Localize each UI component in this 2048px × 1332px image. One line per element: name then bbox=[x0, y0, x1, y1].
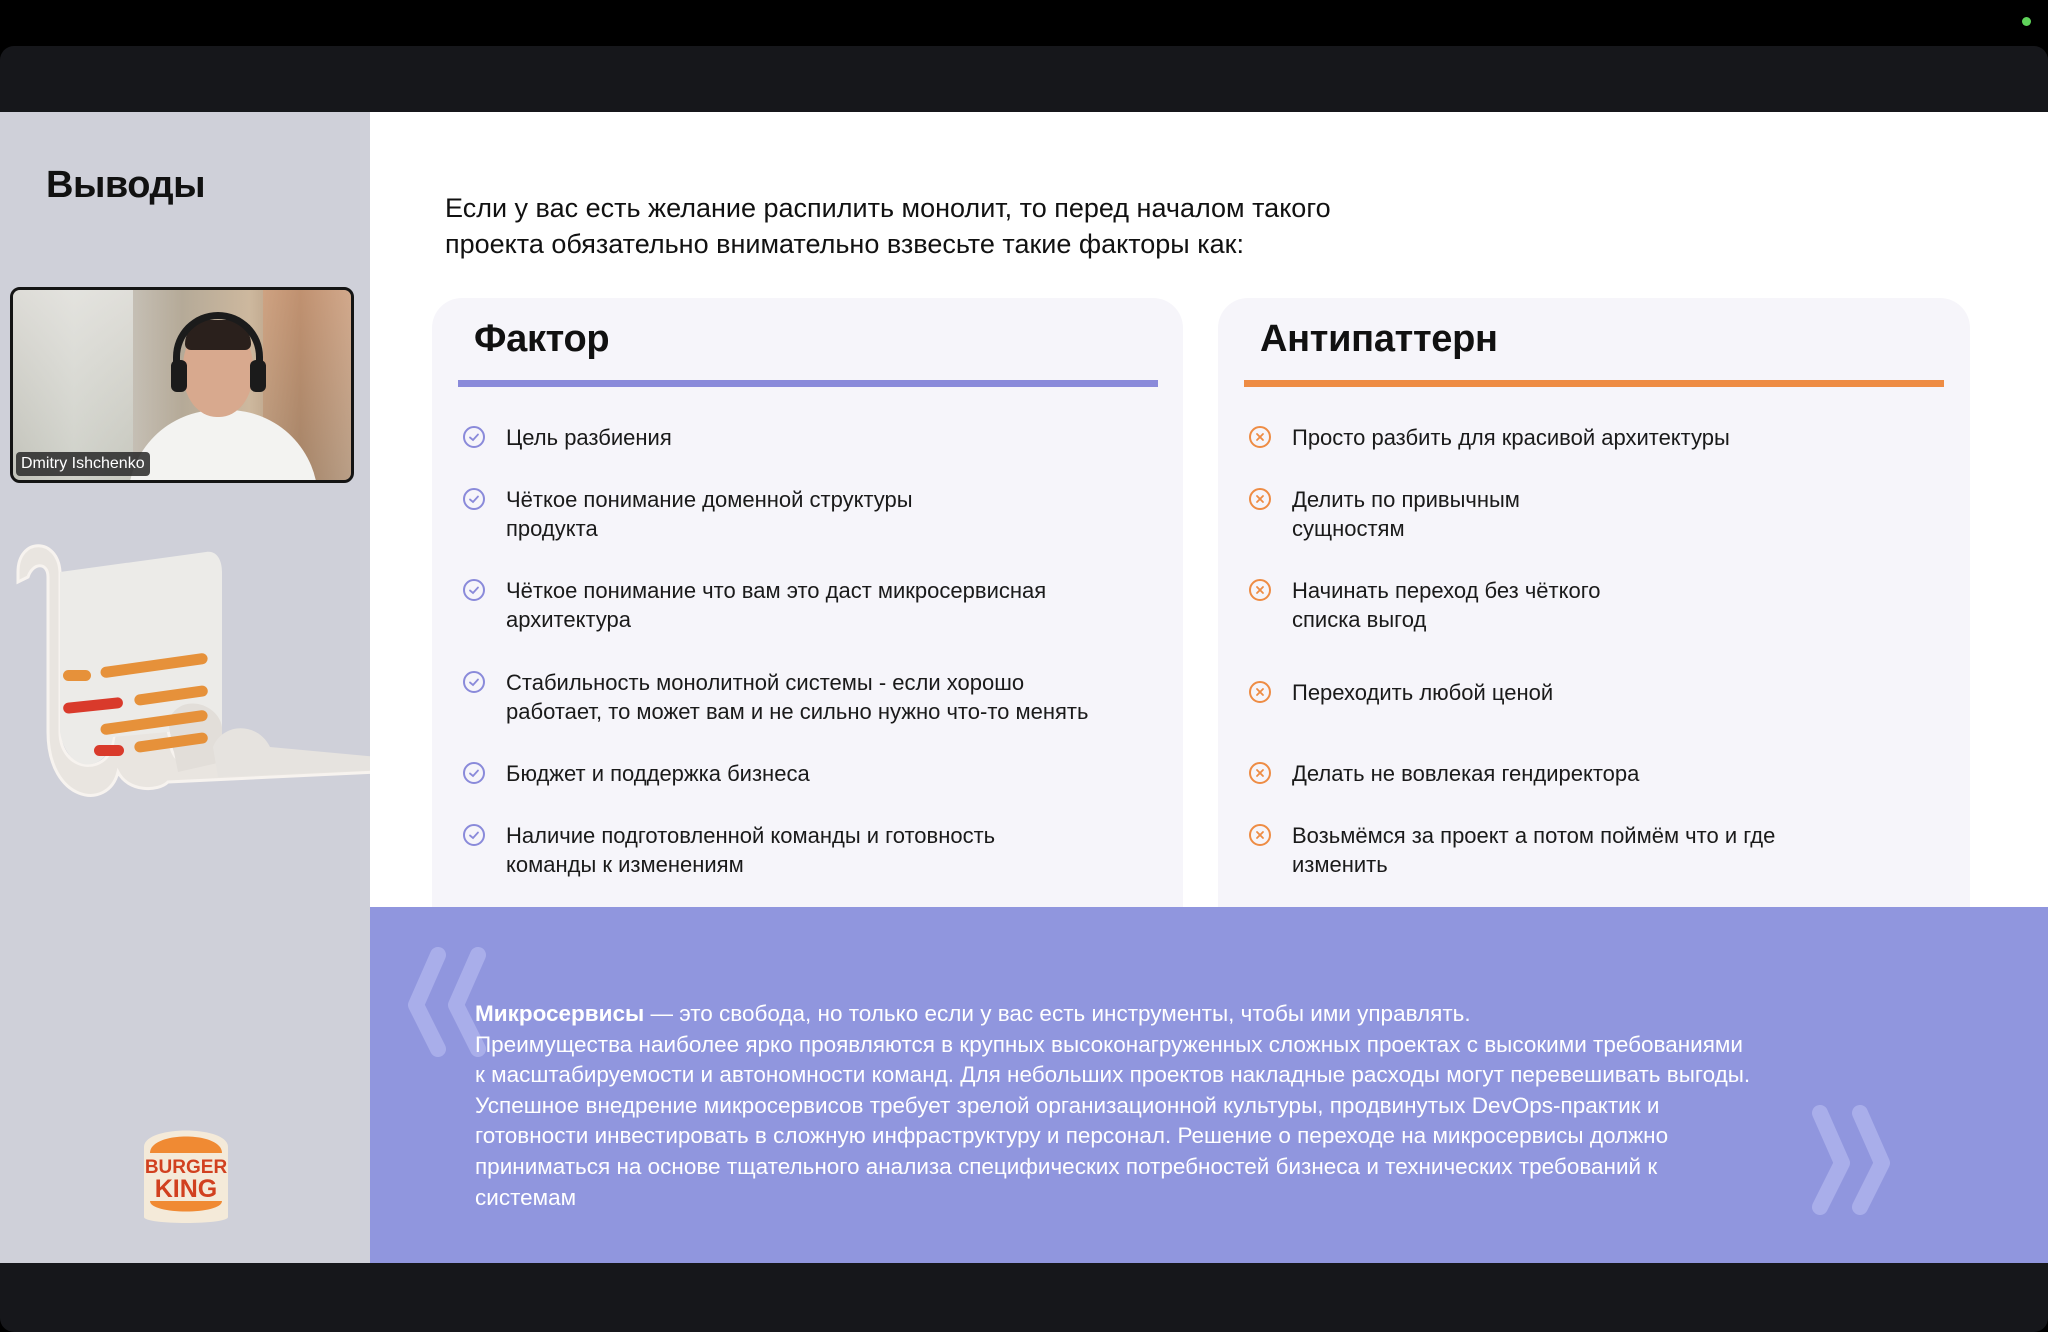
antipattern-line: Начинать переход без чёткого bbox=[1292, 578, 1601, 603]
headphone-left-cup bbox=[171, 360, 187, 392]
factor-text bbox=[506, 485, 913, 543]
check-circle-icon bbox=[462, 487, 486, 511]
antipattern-item bbox=[1248, 485, 1948, 543]
top-black-strip bbox=[0, 0, 2048, 46]
check-circle-icon bbox=[462, 425, 486, 449]
participant-name-tag: Dmitry Ishchenko bbox=[16, 452, 150, 476]
quote-line-1-rest: — это свобода, но только если у вас есть инструменты, чтобы ими управлять. bbox=[644, 1001, 1471, 1026]
quote-line-6: приниматься на основе тщательного анализа специфических потребностей бизнеса и технических требований к bbox=[475, 1153, 1658, 1179]
antipattern-item bbox=[1248, 678, 1948, 707]
factor-item bbox=[462, 485, 1162, 543]
factors-accent-rule bbox=[458, 380, 1158, 387]
antipattern-item bbox=[1248, 759, 1948, 788]
antipattern-item bbox=[1248, 576, 1948, 634]
factor-line: Цель разбиения bbox=[506, 425, 672, 450]
burger-king-logo bbox=[134, 1117, 238, 1227]
antipattern-item bbox=[1248, 423, 1948, 452]
antipattern-line: списка выгод bbox=[1292, 607, 1427, 632]
antipattern-text bbox=[1292, 821, 1775, 879]
document-scroll-illustration bbox=[8, 532, 378, 812]
factor-text bbox=[506, 668, 1088, 726]
window-title-bar bbox=[0, 46, 2048, 112]
antipattern-line: Переходить любой ценой bbox=[1292, 680, 1554, 705]
factor-line: Стабильность монолитной системы - если хорошо bbox=[506, 670, 1025, 695]
factor-item bbox=[462, 668, 1162, 726]
antipattern-text bbox=[1292, 423, 1730, 452]
slide-sidebar bbox=[0, 112, 370, 1263]
check-circle-icon bbox=[462, 761, 486, 785]
antipatterns-card bbox=[1218, 298, 1970, 918]
antipattern-item bbox=[1248, 821, 1948, 879]
quote-line-7: системам bbox=[475, 1184, 577, 1210]
scroll-line-6 bbox=[94, 745, 124, 756]
x-circle-icon bbox=[1248, 578, 1272, 602]
factor-line: архитектура bbox=[506, 607, 631, 632]
factor-item bbox=[462, 423, 1162, 452]
headphone-right-cup bbox=[250, 360, 266, 392]
factor-line: Бюджет и поддержка бизнеса bbox=[506, 761, 810, 786]
factor-line: Чёткое понимание доменной структуры bbox=[506, 487, 913, 512]
slide-main-area bbox=[370, 112, 2048, 1263]
x-circle-icon bbox=[1248, 761, 1272, 785]
antipattern-line: Делить по привычным bbox=[1292, 487, 1520, 512]
summary-quote-band bbox=[370, 907, 2048, 1263]
antipattern-text bbox=[1292, 576, 1601, 634]
factors-title: Фактор bbox=[474, 318, 610, 360]
factor-item bbox=[462, 821, 1162, 879]
antipattern-line: изменить bbox=[1292, 852, 1388, 877]
quote-line-4: Успешное внедрение микросервисов требует зрелой организационной культуры, продвинутых DevOps-практик и bbox=[475, 1092, 1660, 1118]
quote-line-5: готовности инвестировать в сложную инфраструктуру и персонал. Решение о переходе на микросервисы должно bbox=[475, 1123, 1669, 1149]
factor-line: работает, то может вам и не сильно нужно что-то менять bbox=[506, 699, 1089, 724]
recording-status-dot bbox=[2022, 17, 2031, 26]
factor-text bbox=[506, 759, 810, 788]
slide-title: Выводы bbox=[46, 164, 206, 206]
antipatterns-accent-rule bbox=[1244, 380, 1944, 387]
factors-card bbox=[432, 298, 1183, 918]
presentation-slide bbox=[0, 112, 2048, 1263]
antipattern-line: Делать не вовлекая гендиректора bbox=[1292, 761, 1640, 786]
antipattern-line: Возьмёмся за проект а потом поймём что и где bbox=[1292, 823, 1776, 848]
factor-text bbox=[506, 821, 995, 879]
antipatterns-title: Антипаттерн bbox=[1260, 318, 1498, 360]
logo-text-burger: BURGER bbox=[144, 1157, 228, 1178]
intro-line-1: Если у вас есть желание распилить монолит, то перед началом такого bbox=[445, 193, 1331, 223]
x-circle-icon bbox=[1248, 487, 1272, 511]
factor-text bbox=[506, 423, 672, 452]
intro-line-2: проекта обязательно внимательно взвесьте такие факторы как: bbox=[445, 229, 1244, 259]
factor-line: команды к изменениям bbox=[506, 852, 744, 877]
participant-video-tile[interactable] bbox=[10, 287, 354, 483]
quote-line-3: к масштабируемости и автономности команд. Для небольших проектов накладные расходы могут перевешивать выгоды. bbox=[475, 1062, 1751, 1088]
check-circle-icon bbox=[462, 823, 486, 847]
antipattern-line: сущностям bbox=[1292, 516, 1405, 541]
check-circle-icon bbox=[462, 578, 486, 602]
summary-quote-text bbox=[475, 999, 1875, 1213]
intro-text bbox=[445, 190, 1545, 262]
quote-line-1 bbox=[475, 999, 1875, 1030]
antipattern-line: Просто разбить для красивой архитектуры bbox=[1292, 425, 1730, 450]
logo-text-king: KING bbox=[154, 1175, 218, 1203]
x-circle-icon bbox=[1248, 823, 1272, 847]
factor-text bbox=[506, 576, 1046, 634]
x-circle-icon bbox=[1248, 680, 1272, 704]
check-circle-icon bbox=[462, 670, 486, 694]
x-circle-icon bbox=[1248, 425, 1272, 449]
antipattern-text bbox=[1292, 759, 1639, 788]
factor-line: Чёткое понимание что вам это даст микросервисная bbox=[506, 578, 1047, 603]
quote-line-2: Преимущества наиболее ярко проявляются в крупных высоконагруженных сложных проектах с высокими требованиями bbox=[475, 1031, 1743, 1057]
antipattern-text bbox=[1292, 678, 1553, 707]
scroll-line-1 bbox=[63, 670, 91, 681]
factor-line: Наличие подготовленной команды и готовность bbox=[506, 823, 996, 848]
factor-item bbox=[462, 759, 1162, 788]
factor-line: продукта bbox=[506, 516, 598, 541]
factor-item bbox=[462, 576, 1162, 634]
quote-lead-term: Микросервисы bbox=[475, 1001, 645, 1026]
window-bottom-bar bbox=[0, 1263, 2048, 1332]
antipattern-text bbox=[1292, 485, 1520, 543]
